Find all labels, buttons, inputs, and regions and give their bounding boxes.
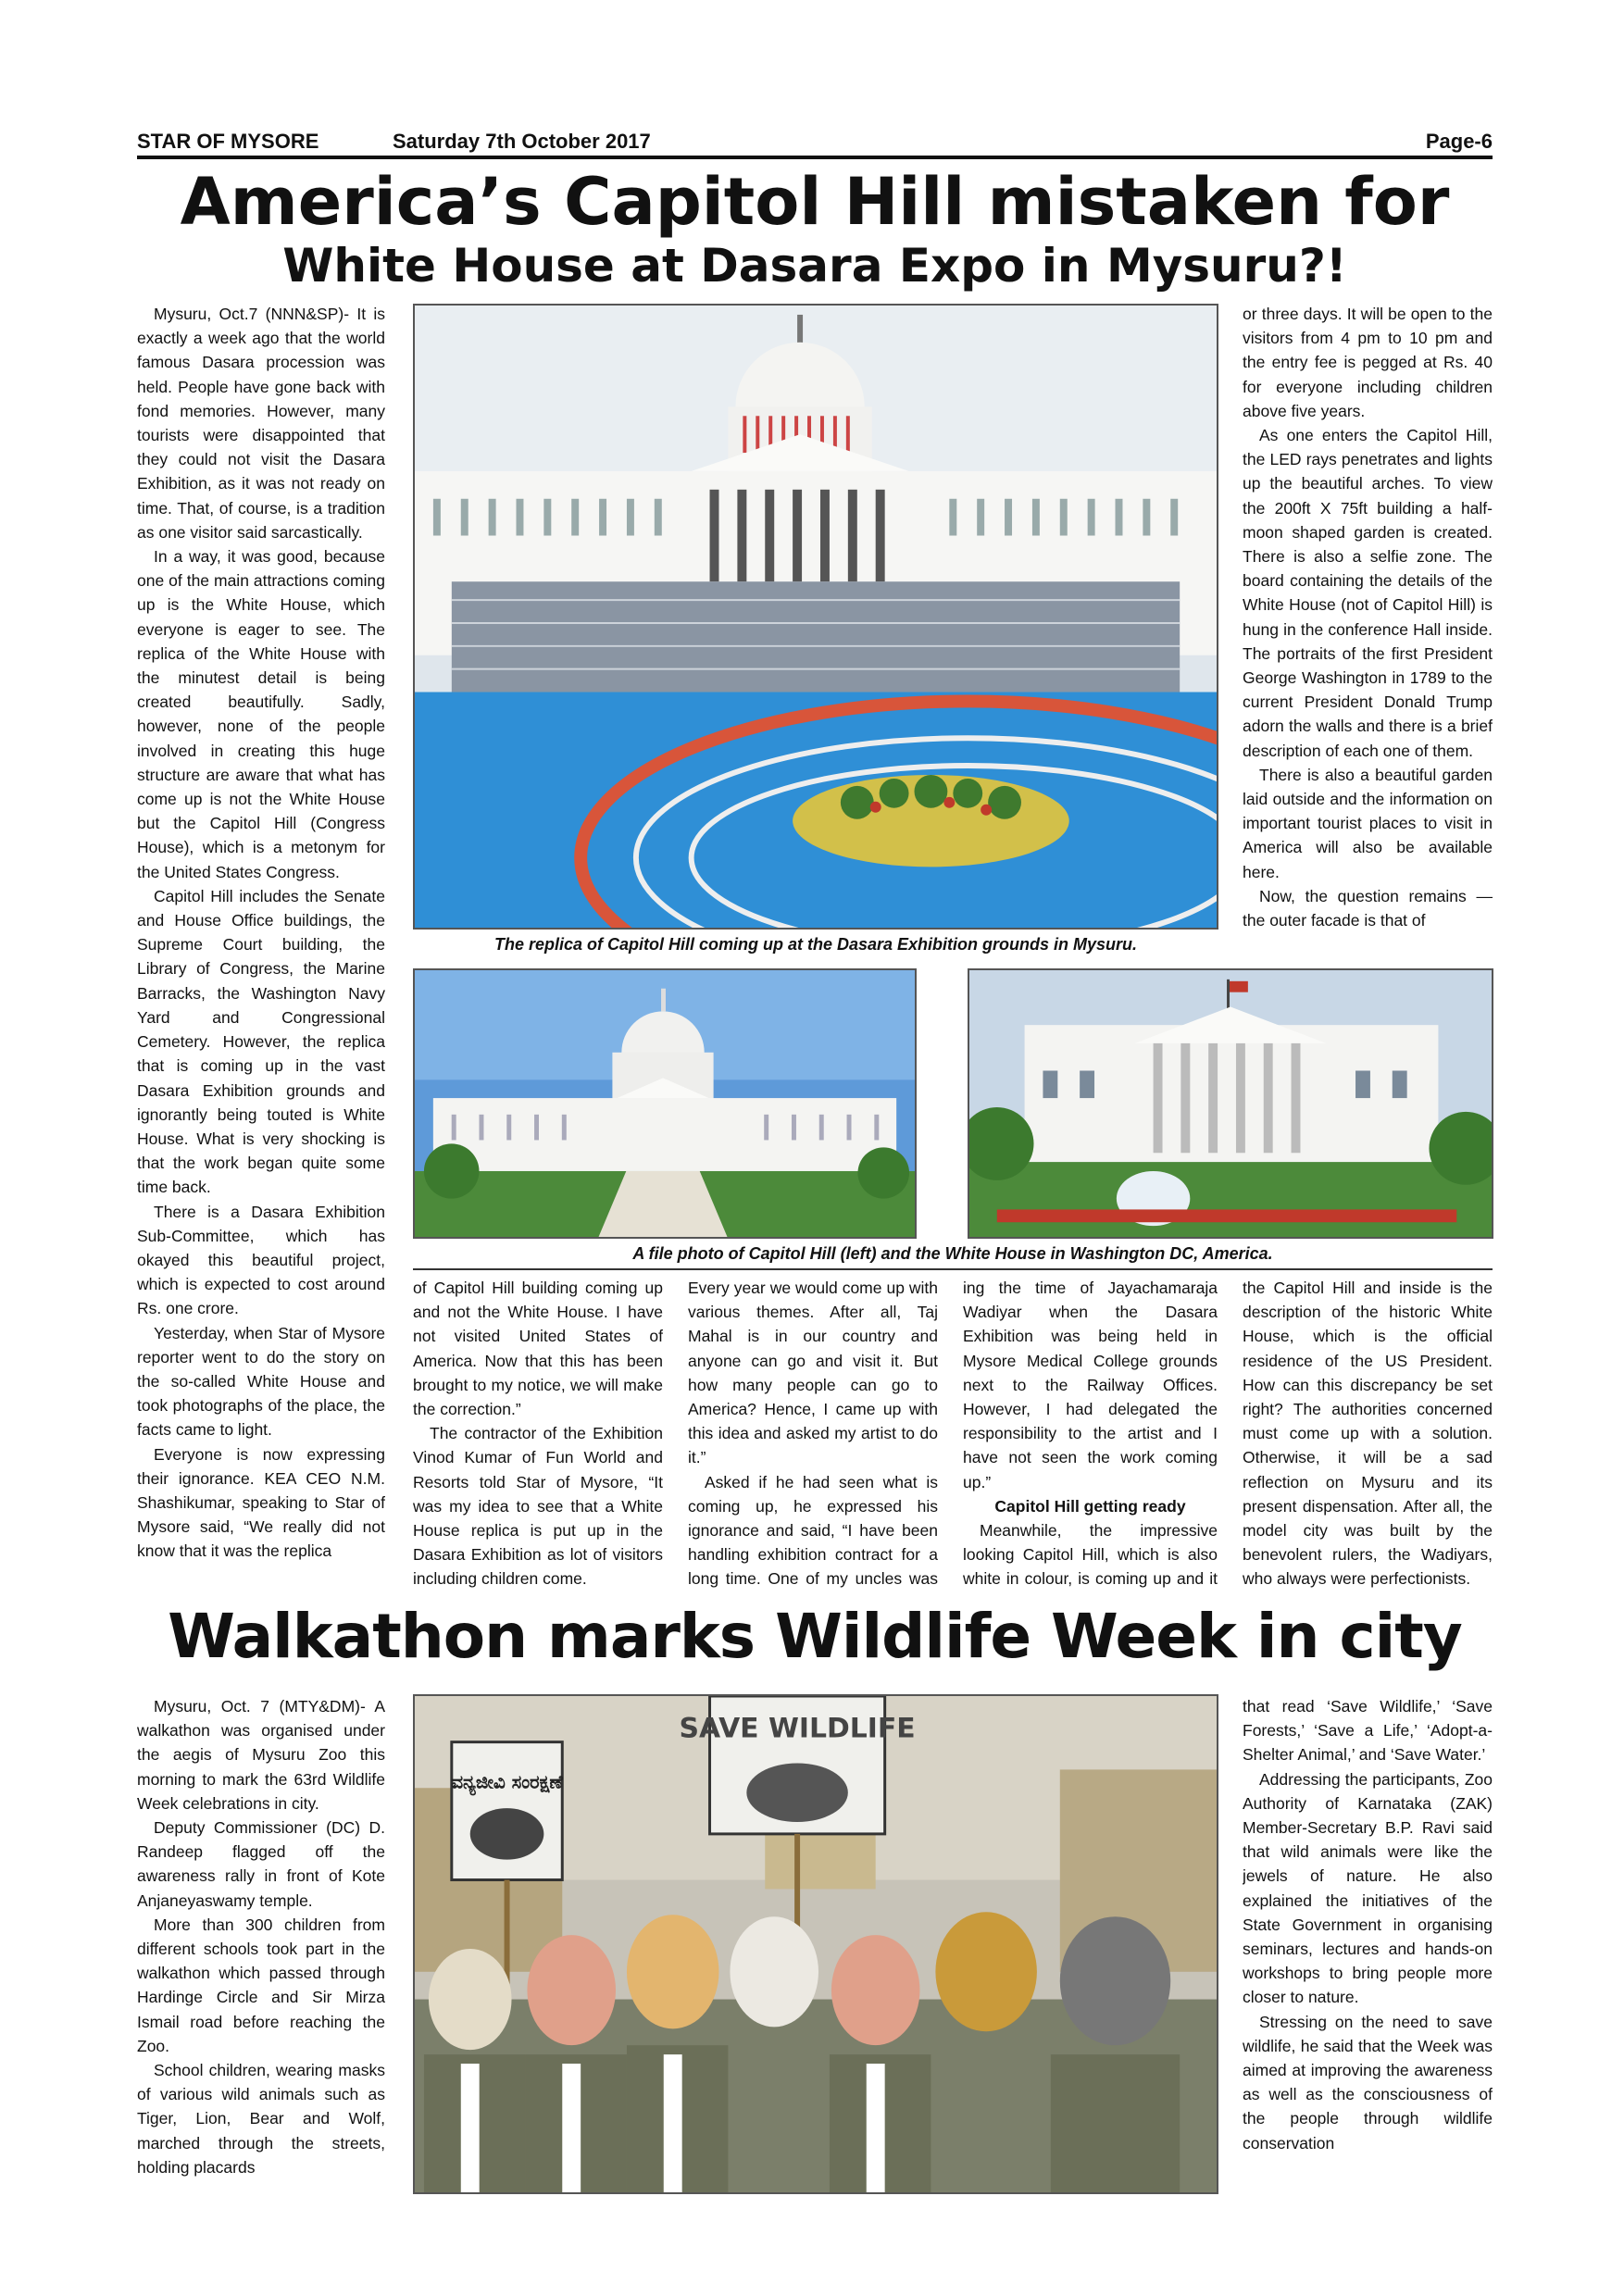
paragraph: Capitol Hill includes the Senate and House Office buildings, the Supreme Court building, the Library of Congress, the Marine Barracks, the Washington Navy Yard and Congressional Cemetery. However, the replica that is coming up in the vast Dasara Exhibition grounds and ignorantly being touted is White House. What is very shocking is that the work began quite some time back. [137, 886, 385, 1197]
story1-column-2 [413, 1276, 663, 1591]
paragraph: More than 300 children from different schools took part in the walkathon which passed through Hardinge Circle and Sir Mirza Ismail road before reaching the Zoo. [137, 1915, 385, 2055]
paragraph: As one enters the Capitol Hill, the LED rays penetrates and lights up the beautiful arches. To view the 200ft X 75ft building a half-moon shaped garden is created. There is also a selfie zone. The board containing the details of the White House (not of Capitol Hill) is hung in the conference Hall inside. The portraits of the first President George Washington in 1789 to the current President Donald Trump adorn the walls and there is a brief description of each one of them. [1243, 426, 1493, 760]
paragraph: Addressing the participants, Zoo Authority of Karnataka (ZAK) Member-Secretary B.P. Ravi said that wild animals were like the jewels of nature. He also explained the initiatives of the State Government in organising seminars, lectures and hands-on workshops to bring people more closer to nature. [1243, 1769, 1493, 2007]
story1-column-5-bottom [1243, 1276, 1493, 1591]
paragraph: Deputy Commissioner (DC) D. Randeep flagged off the awareness rally in front of Kote Anjaneyaswamy temple. [137, 1818, 385, 1910]
paragraph: Meanwhile, the impressive looking Capitol Hill, which is also white in colour, is coming up and it [963, 1521, 1218, 1589]
subheading: Capitol Hill getting ready [994, 1496, 1186, 1516]
paragraph: the Capitol Hill and inside is the description of the historic White House, which is the official residence of the US President. How can this discrepancy be set right? The authorities concerned must come up with a solution. Otherwise, it will be a sad reflection on Mysuru and its present dispensation. After all, the model city was built by the benevolent rulers, the Wadiyars, who always were perfectionists. [1243, 1279, 1493, 1589]
paragraph: Mysuru, Oct.7 (NNN&SP)- It is exactly a week ago that the world famous Dasara procession was held. People have gone back with fond memories. However, many tourists were disappointed that they could not visit the Dasara Exhibition, as it was not ready on time. That, of course, is a tradition as one visitor said sarcastically. [137, 305, 385, 542]
story1-column-5-top [1243, 302, 1493, 957]
capitol-replica-photo [413, 304, 1218, 930]
page-number: Page-6 [1425, 130, 1493, 153]
paragraph: Stressing on the need to save wildlife, he said that the Week was aimed at improving the awareness as well as the consciousness of the people through wildlife conservation [1243, 2012, 1493, 2152]
story1-column-4 [963, 1276, 1218, 1591]
paragraph: Asked if he had seen what is coming up, he expressed his ignorance and said, “I have been handling exhibition contract for a long time. One of my uncles was [688, 1472, 938, 1589]
placard-save-wildlife: SAVE WILDLIFE [679, 1712, 916, 1745]
walkathon-photo [413, 1694, 1218, 2194]
paper-name: STAR OF MYSORE [137, 130, 319, 153]
capitol-hill-file-photo [413, 968, 917, 1239]
paragraph: Yesterday, when Star of Mysore reporter went to do the story on the so-called White House and took photographs of the place, the facts came to light. [137, 1323, 385, 1440]
story1-column-1 [137, 302, 385, 1591]
placard-kannada-text: ವನ್ಯಜೀವಿ ಸಂರಕ್ಷಣೆ [451, 1771, 563, 1793]
paragraph: School children, wearing masks of various wild animals such as Tiger, Lion, Bear and Wolf, marched through the streets, holding placards [137, 2061, 385, 2177]
white-house-file-photo [968, 968, 1493, 1239]
divider [413, 1268, 1493, 1270]
paragraph: There is a Dasara Exhibition Sub-Committee, which has okayed this beautiful project, which is expected to cost around Rs. one crore. [137, 1202, 385, 1318]
issue-date: Saturday 7th October 2017 [393, 130, 651, 153]
paragraph: that read ‘Save Wildlife,’ ‘Save Forests,’ ‘Save a Life,’ ‘Adopt-a-Shelter Animal,’ and ‘Save Water.’ [1243, 1697, 1493, 1765]
file-photo-caption: A file photo of Capitol Hill (left) and the White House in Washington DC, America. [632, 1244, 1273, 1263]
main-photo-caption: The replica of Capitol Hill coming up at the Dasara Exhibition grounds in Mysuru. [493, 935, 1138, 954]
story1-headline-line1: America’s Capitol Hill mistaken for [180, 164, 1450, 240]
paragraph: The contractor of the Exhibition Vinod Kumar of Fun World and Resorts told Star of Mysore, “It was my idea to see that a White House replica is put up in the Dasara Exhibition as lot of visitors including children come. [413, 1424, 663, 1589]
paragraph: Everyone is now expressing their ignorance. KEA CEO N.M. Shashikumar, speaking to Star of Mysore said, “We really did not know that it was the replica [137, 1444, 385, 1561]
masthead [137, 128, 1493, 159]
paragraph: of Capitol Hill building coming up and not the White House. I have not visited United States of America. Now that this has been brought to my notice, we will make the correction.” [413, 1279, 663, 1419]
story2-column-1 [137, 1694, 385, 2185]
paragraph: There is also a beautiful garden laid outside and the information on important tourist places to visit in America will also be available here. [1243, 765, 1493, 881]
story2-headline: Walkathon marks Wildlife Week in city [168, 1601, 1462, 1672]
paragraph: In a way, it was good, because one of the main attractions coming up is the White House, which everyone is eager to see. The replica of the White House with the minutest detail is being created beautifully. Sadly, however, none of the people involved in creating this huge structure are aware that what has come up is not the White House but the Capitol Hill (Congress House), which is a metonym for the United States Congress. [137, 547, 385, 881]
story2-column-5 [1243, 1694, 1493, 2185]
paragraph: ing the time of Jayachamaraja Wadiyar when the Dasara Exhibition was being held in Mysore Medical College grounds next to the Railway Offices. However, I had delegated the responsibility to the artist and I have not seen the work coming up.” [963, 1279, 1218, 1491]
paragraph: Every year we would come up with various themes. After all, Taj Mahal is in our country and anyone can go and visit it. But how many people can go to America? Hence, I came up with this idea and asked my artist to do it.” [688, 1279, 938, 1467]
story1-column-3 [688, 1276, 938, 1591]
paragraph: Now, the question remains — the outer facade is that of [1243, 886, 1493, 930]
story1-headline-line2: White House at Dasara Expo in Mysuru?! [282, 239, 1347, 293]
paragraph: or three days. It will be open to the visitors from 4 pm to 10 pm and the entry fee is pegged at Rs. 40 for everyone including children above five years. [1243, 305, 1493, 420]
paragraph: Mysuru, Oct. 7 (MTY&DM)- A walkathon was organised under the aegis of Mysuru Zoo this morning to mark the 63rd Wildlife Week celebrations in city. [137, 1697, 385, 1813]
